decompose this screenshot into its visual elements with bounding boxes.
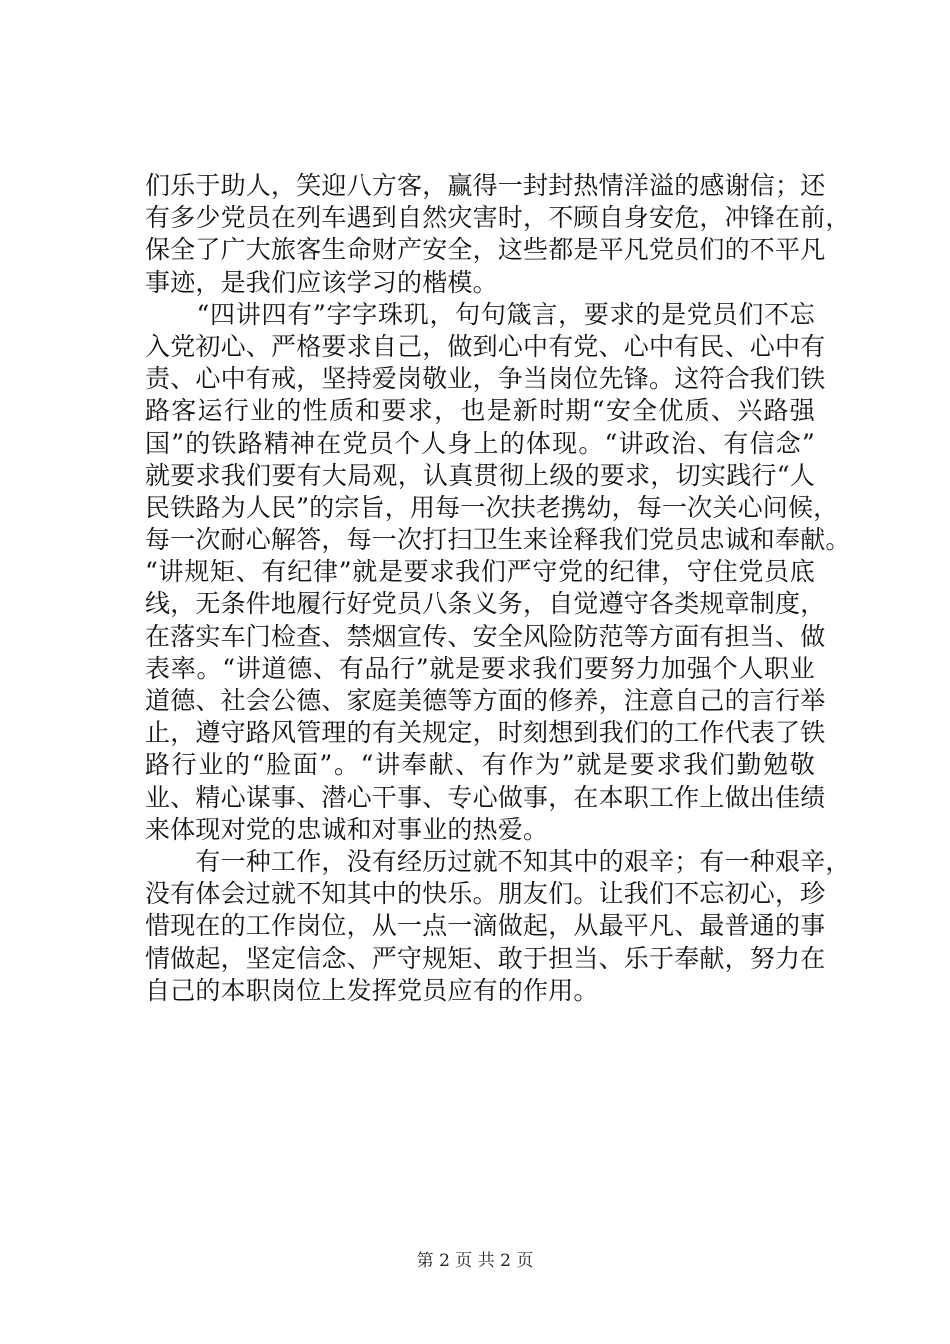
text-line: 民铁路为人民”的宗旨，用每一次扶老携幼，每一次关心问候， — [145, 492, 839, 522]
text-line: 线，无条件地履行好党员八条义务，自觉遵守各类规章制度， — [145, 589, 826, 619]
text-line: 就要求我们要有大局观，认真贯彻上级的要求，切实践行“人 — [145, 460, 815, 490]
text-line: 路行业的“脸面”。“讲奉献、有作为”就是要求我们勤勉敬 — [145, 750, 815, 780]
page-footer — [0, 1246, 950, 1271]
text-line: 来体现对党的忠诚和对事业的热爱。 — [145, 814, 549, 844]
text-line: 表率。“讲道德、有品行”就是要求我们要努力加强个人职业 — [145, 653, 815, 683]
text-line: 事迹，是我们应该学习的楷模。 — [145, 267, 498, 297]
text-line: 路客运行业的性质和要求，也是新时期“安全优质、兴路强 — [145, 396, 815, 426]
text-line: 在落实车门检查、禁烟宣传、安全风险防范等方面有担当、做 — [145, 621, 826, 651]
text-line: 们乐于助人，笑迎八方客，赢得一封封热情洋溢的感谢信；还 — [145, 171, 826, 200]
text-line: 自己的本职岗位上发挥党员应有的作用。 — [145, 975, 599, 1005]
text-line: 有一种工作，没有经历过就不知其中的艰辛；有一种艰辛， — [145, 846, 851, 876]
text-line: 国”的铁路精神在党员个人身上的体现。“讲政治、有信念” — [145, 428, 815, 458]
text-line: 惜现在的工作岗位，从一点一滴做起，从最平凡、最普通的事 — [145, 911, 826, 941]
text-line: 每一次耐心解答，每一次打扫卫生来诠释我们党员忠诚和奉献。 — [145, 525, 851, 555]
text-line: 道德、社会公德、家庭美德等方面的修养，注意自己的言行举 — [145, 686, 826, 715]
text-line: 止，遵守路风管理的有关规定，时刻想到我们的工作代表了铁 — [145, 718, 826, 748]
text-line: 入党初心、严格要求自己，做到心中有党、心中有民、心中有 — [145, 331, 826, 361]
text-line: 业、精心谋事、潜心干事、专心做事，在本职工作上做出佳绩 — [145, 782, 826, 812]
text-line: 没有体会过就不知其中的快乐。朋友们。让我们不忘初心，珍 — [145, 879, 826, 909]
document-body — [145, 170, 851, 1007]
text-line: 情做起，坚定信念、严守规矩、敢于担当、乐于奉献，努力在 — [145, 943, 826, 973]
text-line: “四讲四有”字字珠玑，句句箴言，要求的是党员们不忘 — [145, 299, 815, 329]
text-line: “讲规矩、有纪律”就是要求我们严守党的纪律，守住党员底 — [145, 557, 815, 587]
text-line: 责、心中有戒，坚持爱岗敬业，争当岗位先锋。这符合我们铁 — [145, 364, 826, 394]
page-number-label: 第 2 页 共 2 页 — [416, 1251, 534, 1271]
text-line: 保全了广大旅客生命财产安全，这些都是平凡党员们的不平凡 — [145, 235, 826, 265]
text-line: 有多少党员在列车遇到自然灾害时，不顾自身安危，冲锋在前， — [145, 203, 851, 233]
